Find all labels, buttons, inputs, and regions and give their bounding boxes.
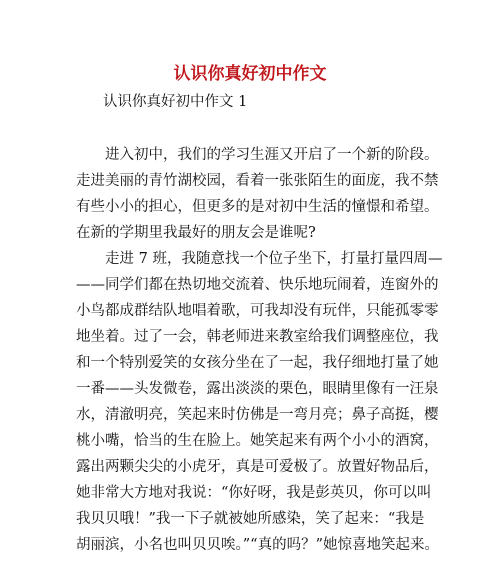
paragraph-line: 我贝贝哦！”我一下子就被她所感染，笑了起来：“我是 [76, 511, 425, 527]
paragraph-line: 露出两颗尖尖的小虎牙，真是可爱极了。放置好物品后， [76, 459, 439, 475]
paragraph-line: 走进 7 班，我随意找一个位子坐下，打量打量四周— [76, 251, 443, 267]
paragraph-line: 地坐着。过了一会，韩老师进来教室给我们调整座位，我 [76, 329, 439, 345]
paragraph-line: 她非常大方地对我说：“你好呀，我是彭英贝，你可以叫 [76, 485, 432, 501]
paragraph-line: 桃小嘴，恰当的生在脸上。她笑起来有两个小小的酒窝， [76, 433, 439, 449]
paragraph-line: 在新的学期里我最好的朋友会是谁呢? [76, 225, 316, 241]
paragraph-line: 进入初中，我们的学习生涯又开启了一个新的阶段。 [76, 147, 439, 163]
paragraph-line: 一番——头发微卷，露出淡淡的栗色，眼睛里像有一汪泉 [76, 381, 439, 397]
paragraph-line: ——同学们都在热切地交流着、快乐地玩闹着，连窗外的 [76, 277, 439, 293]
paragraph-line: 小鸟都成群结队地唱着歌，可我却没有玩伴，只能孤零零 [76, 303, 439, 319]
paragraph-line: 有些小小的担心，但更多的是对初中生活的憧憬和希望。 [76, 199, 439, 215]
paragraph-line: 和一个特别爱笑的女孩分坐在了一起，我仔细地打量了她 [76, 355, 439, 371]
paragraph-line: 胡丽滨，小名也叫贝贝唉。”“真的吗？”她惊喜地笑起来。 [76, 537, 439, 553]
page-title: 认识你真好初中作文 [173, 64, 327, 84]
paragraph-line: 走进美丽的青竹湖校园，看着一张张陌生的面庞，我不禁 [76, 173, 439, 189]
essay-subtitle: 认识你真好初中作文 1 [103, 94, 248, 110]
paragraph-line: 水，清澈明亮，笑起来时仿佛是一弯月亮；鼻子高挺，樱 [76, 407, 439, 423]
